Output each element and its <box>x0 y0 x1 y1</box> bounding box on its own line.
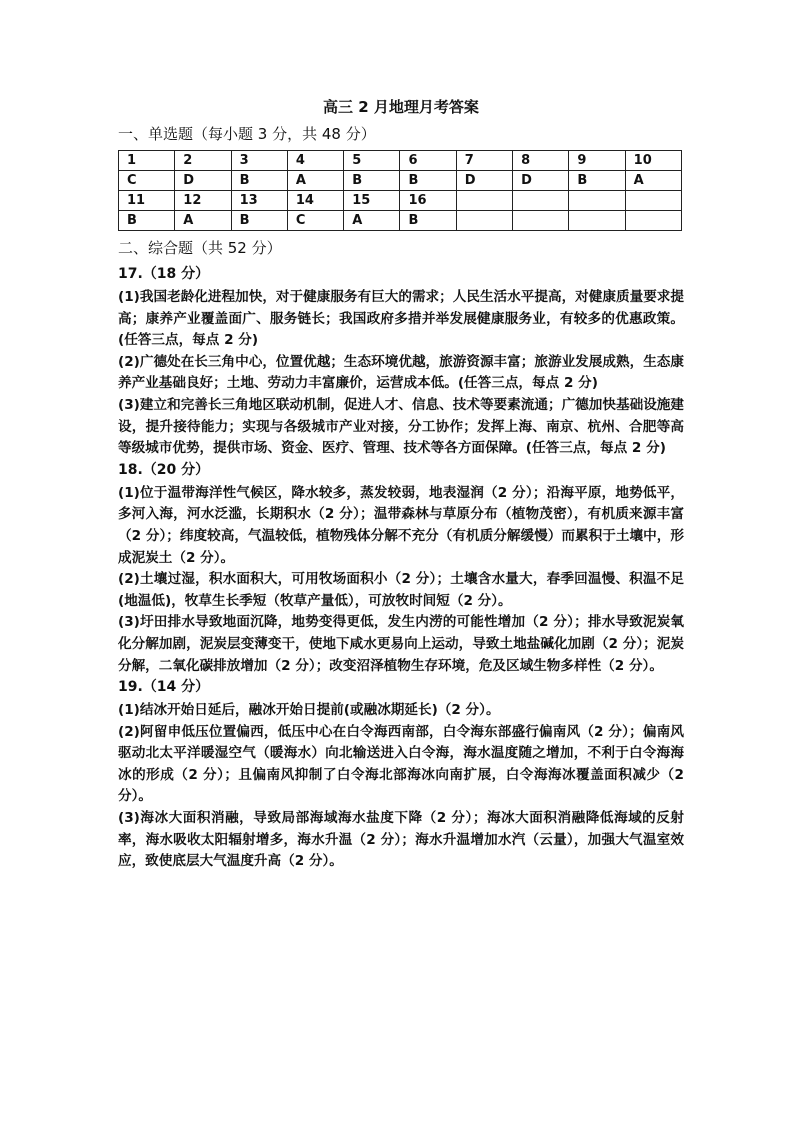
table-cell: B <box>569 171 625 191</box>
table-cell: 9 <box>569 151 625 171</box>
table-cell <box>513 211 569 231</box>
table-cell: B <box>400 171 456 191</box>
table-cell: B <box>231 211 287 231</box>
answer-paragraph: (3)建立和完善长三角地区联动机制，促进人才、信息、技术等要素流通；广德加快基础设施建设，提升接待能力；实现与各级城市产业对接，分工协作；发挥上海、南京、杭州、合肥等高等级城市优势，提供市场、资金、医疗、管理、技术等各方面保障。(任答三点，每点 2 分) <box>118 396 684 457</box>
page-title: 高三 2 月地理月考答案 <box>323 98 479 116</box>
table-cell: B <box>344 171 400 191</box>
table-cell <box>569 191 625 211</box>
answer-paragraph: (3)圩田排水导致地面沉降，地势变得更低，发生内涝的可能性增加（2 分）；排水导致泥炭氧化分解加剧，泥炭层变薄变干，使地下咸水更易向上运动，导致土地盐碱化加剧（2 分）；泥炭分解，二氧化碳排放增加（2 分）；改变沼泽植物生存环境，危及区域生物多样性（2 分）。 <box>118 614 684 674</box>
answer-sheet <box>118 96 684 873</box>
table-cell: B <box>400 211 456 231</box>
table-cell: D <box>513 171 569 191</box>
table-cell: C <box>119 171 175 191</box>
answer-paragraph: (1)我国老龄化进程加快，对于健康服务有巨大的需求；人民生活水平提高，对健康质量要求提高；康养产业覆盖面广、服务链长；我国政府多措并举发展健康服务业，有较多的优惠政策。(任答三点，每点 2 分) <box>118 289 684 349</box>
table-row <box>119 191 682 211</box>
table-cell: A <box>175 211 231 231</box>
answer-paragraph: (2)土壤过湿，积水面积大，可用牧场面积小（2 分）；土壤含水量大，春季回温慢、积温不足(地温低)，牧草生长季短（牧草产量低），可放牧时间短（2 分）。 <box>118 571 684 609</box>
answer-table-body <box>119 151 682 231</box>
table-cell: 11 <box>119 191 175 211</box>
table-cell: 1 <box>119 151 175 171</box>
table-cell: 12 <box>175 191 231 211</box>
table-cell: A <box>625 171 681 191</box>
table-cell: 6 <box>400 151 456 171</box>
answer-paragraph: (2)广德处在长三角中心，位置优越；生态环境优越，旅游资源丰富；旅游业发展成熟，生态康养产业基础良好；土地、劳动力丰富廉价，运营成本低。(任答三点，每点 2 分) <box>118 353 684 392</box>
table-cell: A <box>287 171 343 191</box>
table-cell: 15 <box>344 191 400 211</box>
table-cell: 3 <box>231 151 287 171</box>
table-cell: D <box>456 171 512 191</box>
answer-table <box>118 150 682 231</box>
table-cell: D <box>175 171 231 191</box>
table-cell: B <box>119 211 175 231</box>
table-cell: 7 <box>456 151 512 171</box>
question-label: 19.（14 分） <box>118 679 210 696</box>
answer-paragraph: (3)海冰大面积消融，导致局部海域海水盐度下降（2 分）；海冰大面积消融降低海域的反射率，海水吸收太阳辐射增多，海水升温（2 分）；海水升温增加水汽（云量），加强大气温室效应，致使底层大气温度升高（2 分）。 <box>118 810 684 870</box>
table-cell: 13 <box>231 191 287 211</box>
table-cell <box>513 191 569 211</box>
section1-heading: 一、单选题（每小题 3 分，共 48 分） <box>118 125 376 143</box>
table-row <box>119 151 682 171</box>
table-row <box>119 171 682 191</box>
table-cell: 14 <box>287 191 343 211</box>
table-cell: 5 <box>344 151 400 171</box>
table-cell <box>625 211 681 231</box>
questions <box>118 264 684 873</box>
table-cell: C <box>287 211 343 231</box>
answer-paragraph: (1)结冰开始日延后，融冰开始日提前(或融冰期延长)（2 分）。 <box>118 702 500 719</box>
table-cell <box>456 211 512 231</box>
table-row <box>119 211 682 231</box>
table-cell: A <box>344 211 400 231</box>
question-label: 18.（20 分） <box>118 461 210 478</box>
table-cell <box>625 191 681 211</box>
table-cell: 2 <box>175 151 231 171</box>
table-cell: 10 <box>625 151 681 171</box>
table-cell <box>456 191 512 211</box>
answer-paragraph: (2)阿留申低压位置偏西，低压中心在白令海西南部，白令海东部盛行偏南风（2 分）；偏南风驱动北太平洋暖湿空气（暖海水）向北输送进入白令海，海水温度随之增加，不利于白令海海冰的形成（2 分）；且偏南风抑制了白令海北部海冰向南扩展，白令海海冰覆盖面积减少（2 分）。 <box>118 723 684 805</box>
table-cell <box>569 211 625 231</box>
table-cell: 4 <box>287 151 343 171</box>
answer-paragraph: (1)位于温带海洋性气候区，降水较多，蒸发较弱，地表湿润（2 分）；沿海平原，地势低平，多河入海，河水泛滥，长期积水（2 分）；温带森林与草原分布（植物茂密），有机质来源丰富（2 分）；纬度较高，气温较低，植物残体分解不充分（有机质分解缓慢）而累积于土壤中，形成泥炭土（2 分）。 <box>118 484 684 566</box>
section2-heading: 二、综合题（共 52 分） <box>118 239 282 257</box>
question-label: 17.（18 分） <box>118 266 210 282</box>
table-cell: 8 <box>513 151 569 171</box>
table-cell: 16 <box>400 191 456 211</box>
table-cell: B <box>231 171 287 191</box>
